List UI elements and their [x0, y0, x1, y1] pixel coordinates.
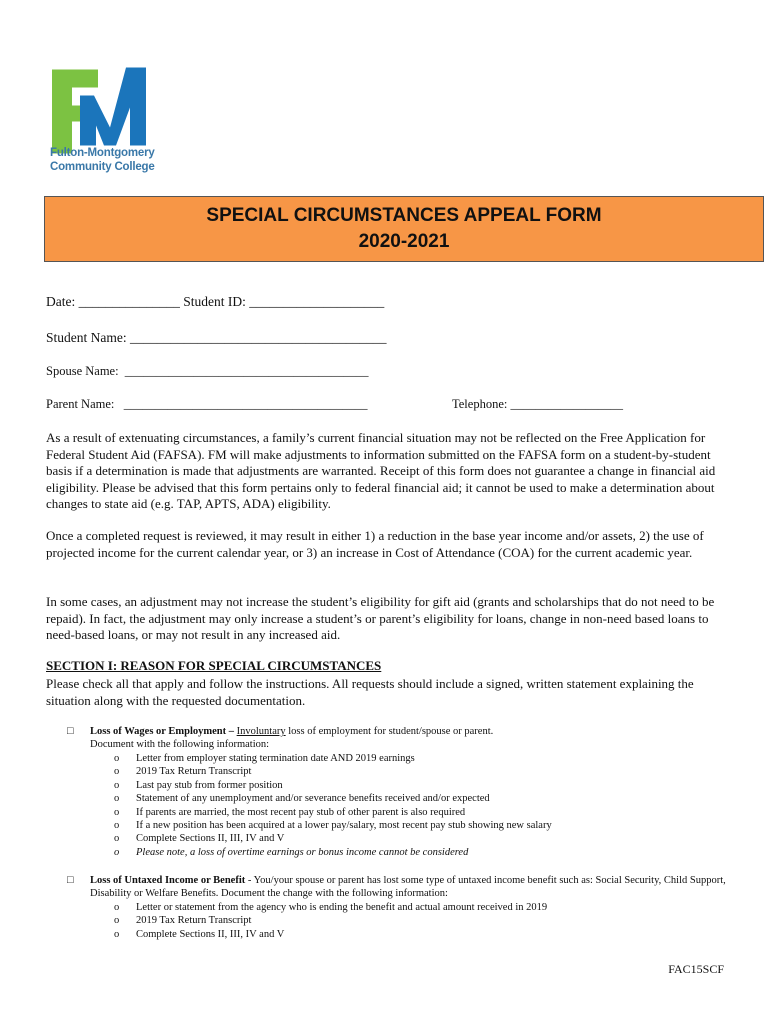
section-1-instructions: Please check all that apply and follow the instructions. All requests should include a signed, written statement explaining the situation along with the requested documentation.	[46, 676, 694, 708]
college-name-line1: Fulton-Montgomery	[50, 147, 155, 159]
list-item: o If parents are married, the most recent pay stub of other parent is also required	[114, 806, 552, 819]
parent-name-field[interactable]: Parent Name: _______________________________________	[46, 397, 368, 411]
list-item: o Please note, a loss of overtime earnings or bonus income cannot be considered	[114, 846, 552, 859]
loss-of-untaxed-income-rest: - You/your spouse or parent has lost some type of untaxed income benefit such as: Social Security, Child Support, Disability or Welfare Benefits. Document the change with the following information:	[90, 875, 726, 899]
loss-of-wages-doc-list	[114, 752, 552, 859]
involuntary-text: Involuntary	[236, 726, 286, 737]
loss-of-wages-title: Loss of Wages or Employment	[90, 726, 227, 737]
list-item: o Letter from employer stating termination date AND 2019 earnings	[114, 752, 552, 765]
telephone-field[interactable]: Telephone: __________________	[452, 397, 623, 411]
college-name	[50, 146, 155, 174]
list-item: o If a new position has been acquired at a lower pay/salary, most recent pay stub showing new salary	[114, 819, 552, 832]
list-item: o 2019 Tax Return Transcript	[114, 765, 552, 778]
loss-of-wages-rest: loss of employment for student/spouse or parent.	[285, 726, 494, 737]
intro-paragraph: As a result of extenuating circumstances, a family’s current financial situation may not be reflected on the Free Application for Federal Student Aid (FAFSA). FM will make adjustments to information submitted on the FAFSA form on a student-by-student basis if a determination is made that adjustments are warranted. Receipt of this form does not guarantee a change in financial aid eligibility. Please be advised that this form pertains only to federal financial aid; it cannot be used to make a determination about changes to state aid (e.g. TAP, APTS, ADA) eligibility.	[46, 430, 716, 511]
loss-of-wages-doc: Document with the following information:	[90, 739, 270, 750]
date-student-id-field[interactable]: Date: _______________ Student ID: ____________________	[46, 294, 385, 309]
form-title-banner	[44, 196, 764, 262]
list-item: o Statement of any unemployment and/or severance benefits received and/or expected	[114, 792, 552, 805]
gift-aid-paragraph: In some cases, an adjustment may not increase the student’s eligibility for gift aid (grants and scholarships that do not need to be repaid). In fact, the adjustment may only increase a student’s or parent’s eligibility for loans, change in non-need based loans to need-based loans, or may not result in any increased aid.	[46, 594, 715, 642]
student-name-field[interactable]: Student Name: ______________________________________	[46, 330, 387, 345]
loss-of-wages-dash: –	[226, 726, 237, 737]
form-title: SPECIAL CIRCUMSTANCES APPEAL FORM	[206, 205, 602, 226]
list-item: o Letter or statement from the agency who is ending the benefit and actual amount received in 2019	[114, 901, 547, 914]
loss-of-untaxed-income-heading	[90, 874, 730, 900]
loss-of-wages-heading	[90, 725, 730, 751]
spouse-name-field[interactable]: Spouse Name: _______________________________________	[46, 364, 369, 378]
section-1-title: SECTION I: REASON FOR SPECIAL CIRCUMSTANCES	[46, 658, 382, 673]
list-item: o Complete Sections II, III, IV and V	[114, 928, 547, 941]
loss-of-untaxed-income-doc-list	[114, 901, 547, 941]
college-name-line2: Community College	[50, 161, 155, 173]
form-code: FAC15SCF	[668, 962, 724, 976]
list-item: o 2019 Tax Return Transcript	[114, 914, 547, 927]
list-item: o Complete Sections II, III, IV and V	[114, 832, 552, 845]
loss-of-untaxed-income-title: Loss of Untaxed Income or Benefit	[90, 875, 246, 886]
loss-of-untaxed-income-checkbox[interactable]: □	[67, 874, 74, 886]
logo-f-top	[52, 70, 98, 88]
review-paragraph: Once a completed request is reviewed, it may result in either 1) a reduction in the base year income and/or assets, 2) the use of projected income for the current calendar year, or 3) an increase in Cost of Attendance (COA) for the current academic year.	[46, 528, 704, 560]
form-year: 2020-2021	[358, 231, 450, 252]
list-item: o Last pay stub from former position	[114, 779, 552, 792]
loss-of-wages-checkbox[interactable]: □	[67, 725, 74, 737]
